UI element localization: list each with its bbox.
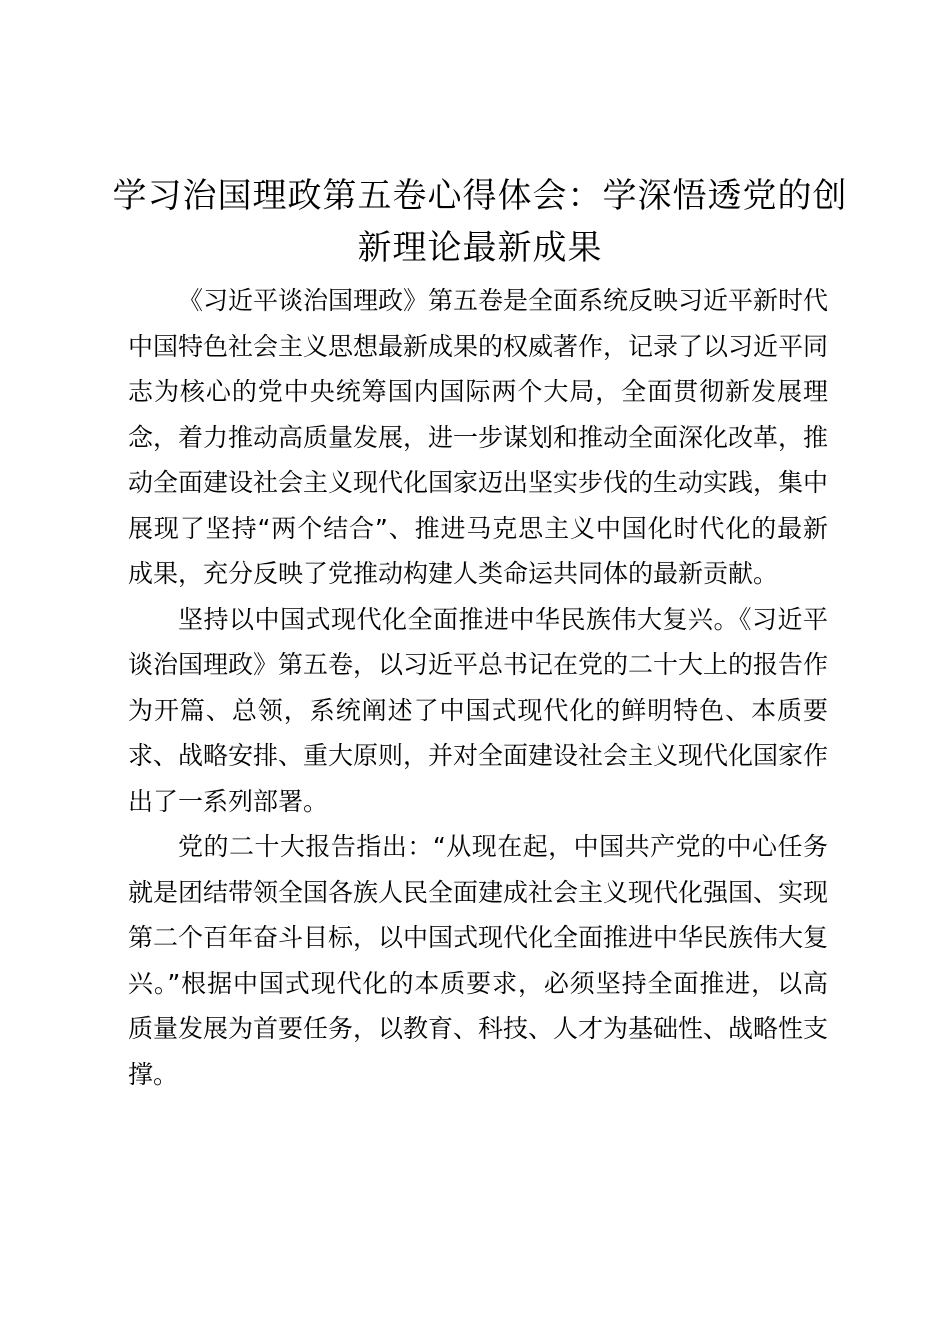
paragraph-3: 党的二十大报告指出：“从现在起，中国共产党的中心任务就是团结带领全国各族人民全面建成社会主义现代化强国、实现第二个百年奋斗目标，以中国式现代化全面推进中华民族伟大复兴。”根据中国式现代化的本质要求，必须坚持全面推进，以高质量发展为首要任务，以教育、科技、人才为基础性、战略性支撑。 (128, 832, 829, 1089)
document-title: 学习治国理政第五卷心得体会：学深悟透党的创新理论最新成果 (112, 176, 848, 268)
paragraph-2: 坚持以中国式现代化全面推进中华民族伟大复兴。《习近平谈治国理政》第五卷，以习近平总书记在党的二十大上的报告作为开篇、总领，系统阐述了中国式现代化的鲜明特色、本质要求、战略安排、重大原则，并对全面建设社会主义现代化国家作出了一系列部署。 (128, 604, 829, 816)
document-body (128, 278, 828, 1097)
paragraph-1: 《习近平谈治国理政》第五卷是全面系统反映习近平新时代中国特色社会主义思想最新成果的权威著作，记录了以习近平同志为核心的党中央统筹国内国际两个大局，全面贯彻新发展理念，着力推动高质量发展，进一步谋划和推动全面深化改革，推动全面建设社会主义现代化国家迈出坚实步伐的生动实践，集中展现了坚持“两个结合”、推进马克思主义中国化时代化的最新成果，充分反映了党推动构建人类命运共同体的最新贡献。 (128, 286, 829, 588)
